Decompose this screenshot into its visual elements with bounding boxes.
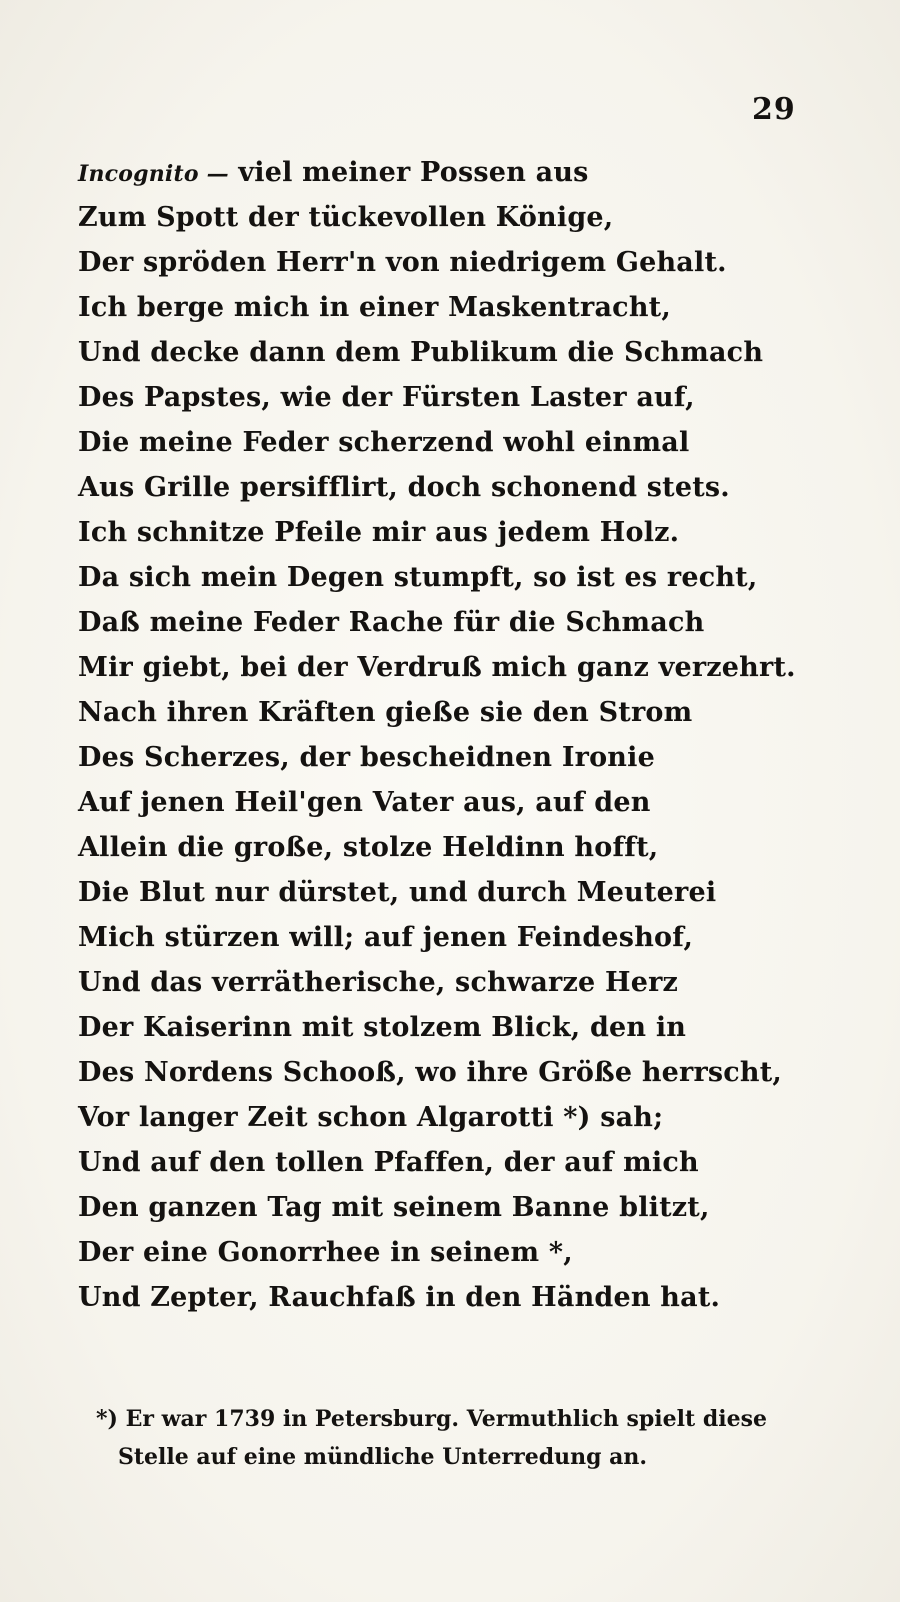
poem-line: Des Nordens Schooß, wo ihre Größe herrscht,: [78, 1057, 783, 1088]
poem-line: Der spröden Herr'n von niedrigem Gehalt.: [78, 247, 727, 278]
poem-line: [78, 150, 758, 195]
poem-line: Nach ihren Kräften gieße sie den Strom: [78, 697, 693, 728]
footnote-line: *) Er war 1739 in Petersburg. Vermuthlich spielt diese: [96, 1406, 767, 1432]
poem-line: Und decke dann dem Publikum die Schmach: [78, 337, 764, 368]
poem-text: [78, 150, 796, 1320]
poem-line: Die meine Feder scherzend wohl einmal: [78, 427, 690, 458]
poem-line: Mir giebt, bei der Verdruß mich ganz verzehrt.: [78, 652, 796, 683]
footnote-line: Stelle auf eine mündliche Unterredung an.: [118, 1444, 648, 1470]
poem-line: Allein die große, stolze Heldinn hofft,: [78, 832, 659, 863]
poem-line: Da sich mein Degen stumpft, so ist es recht,: [78, 562, 758, 593]
poem-line: Und das verrätherische, schwarze Herz: [78, 967, 679, 998]
poem-line: Mich stürzen will; auf jenen Feindeshof,: [78, 922, 694, 953]
poem-line: Daß meine Feder Rache für die Schmach: [78, 607, 705, 638]
poem-line: Ich berge mich in einer Maskentracht,: [78, 292, 671, 323]
poem-line: Aus Grille persifflirt, doch schonend stets.: [78, 472, 730, 503]
footnote: [96, 1400, 816, 1476]
poem-line: Und auf den tollen Pfaffen, der auf mich: [78, 1147, 699, 1178]
poem-line: Ich schnitze Pfeile mir aus jedem Holz.: [78, 517, 680, 548]
poem-line: Vor langer Zeit schon Algarotti *) sah;: [78, 1102, 664, 1133]
page-number: 29: [752, 92, 796, 127]
poem-line: Auf jenen Heil'gen Vater aus, auf den: [78, 787, 651, 818]
poem-line: Und Zepter, Rauchfaß in den Händen hat.: [78, 1282, 721, 1313]
poem-line: Zum Spott der tückevollen Könige,: [78, 202, 614, 233]
poem-line: Die Blut nur dürstet, und durch Meuterei: [78, 877, 717, 908]
poem-line: Der eine Gonorrhee in seinem *,: [78, 1237, 573, 1268]
poem-line: Den ganzen Tag mit seinem Banne blitzt,: [78, 1192, 710, 1223]
poem-line-lead: Incognito —: [78, 161, 229, 187]
poem-line: Der Kaiserinn mit stolzem Blick, den in: [78, 1012, 687, 1043]
poem-line: Des Scherzes, der bescheidnen Ironie: [78, 742, 655, 773]
poem-line-text: viel meiner Possen aus: [238, 157, 589, 188]
poem-line: Des Papstes, wie der Fürsten Laster auf,: [78, 382, 695, 413]
